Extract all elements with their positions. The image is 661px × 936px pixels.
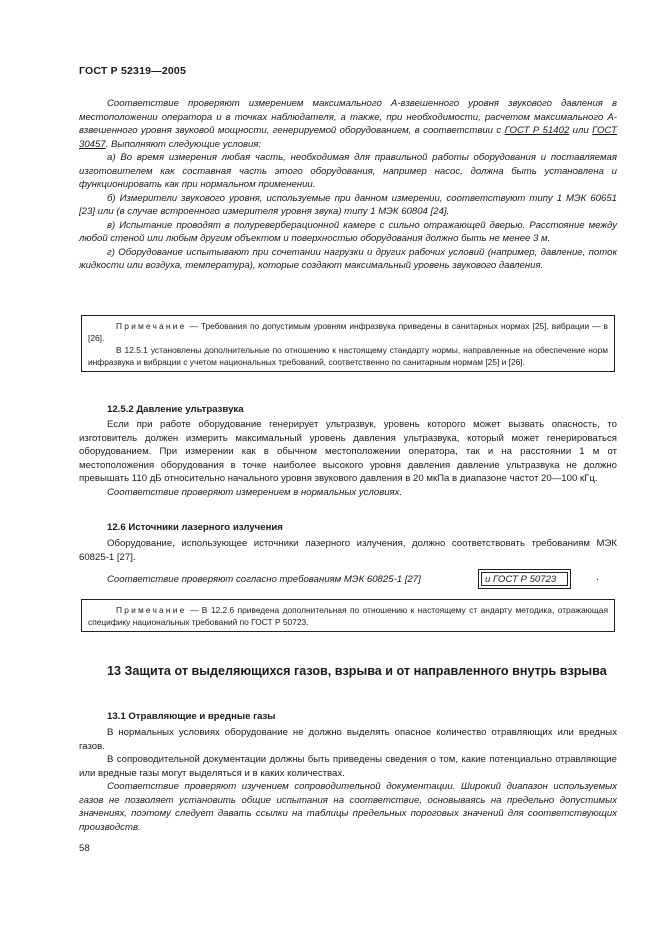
note1-line1 [88, 320, 608, 344]
note-box-2 [81, 599, 615, 632]
laser-check: Соответствие проверяют согласно требованиям МЭК 60825-1 [27] [107, 574, 421, 585]
ultrasound-paragraph: Если при работе оборудование генерирует ультразвук, уровень которого может вызвать опасность, то изготовитель должен измерить максимальный уровень давления ультразвука, который может генерироваться оборудованием. При измерении как в обычном местоположении оператора, так и на расстоянии 1 м от местоположения оборудования в точке наиболее высокого уровня давления давление ультразвука не должно превышать 110 дБ относительно начального уровня звукового давления в 20 мкПа в диапазоне частот 20—100 кГц. [79, 419, 617, 484]
condition-v: в) Испытание проводят в полуреверберационной камере с сильно отражающей дверью. Расстояние между любой стеной или любым другим объектом и поверхностью оборудования должно быть не менее 3 м. [79, 219, 617, 244]
note1-text: — Требования по допустимым уровням инфразвука приведены в санитарных нормах [25], вибрации — в [26]. [88, 321, 608, 343]
inserted-text: и ГОСТ Р 50723 [481, 572, 568, 586]
sentence-period: . [596, 572, 599, 583]
note2-text-line [88, 604, 608, 628]
note-box-1 [81, 315, 615, 372]
intro-text-or: или [569, 125, 593, 136]
laser-paragraph: Оборудование, использующее источники лазерного излучения, должно соответствовать требованиям МЭК 60825-1 [27]. [79, 538, 617, 563]
section-12-6-body [79, 537, 617, 564]
heading-13-1: 13.1 Отравляющие и вредные газы [107, 711, 276, 722]
inserted-text-frame [478, 569, 571, 589]
gases-paragraph-1: В нормальных условиях оборудование не должно выделять опасное количество отравляющих или вредных газов. [79, 727, 617, 752]
note1-line2: В 12.5.1 установлены дополнительные по отношению к настоящему стандарту нормы, направленные на обеспечение норм инфразвука и вибрации с учетом национальных требований, соответственно по санитарным нормам [25] и [26]. [88, 345, 608, 367]
heading-13: 13 Защита от выделяющихся газов, взрыва и от направленного внутрь взрыва [107, 664, 607, 678]
ultrasound-check: Соответствие проверяют измерением в нормальных условиях. [107, 486, 403, 498]
intro-text-a: Соответствие проверяют измерением максимального А-взвешенного уровня звукового давления в местоположении оператора и в точках наблюдателя, а также, при необходимости, расчетом максимального А-взвешенного уровня звуковой мощности, генерируемой оборудованием, в соответствии с [79, 98, 617, 136]
section-13-1-body [79, 726, 617, 834]
document-header: ГОСТ Р 52319—2005 [79, 65, 187, 77]
intro-paragraph [79, 97, 617, 151]
intro-block [79, 97, 617, 273]
condition-g: г) Оборудование испытывают при сочетании нагрузки и других рабочих условий (например, давление, поток жидкости или воздуха, температура), которые создают максимальный уровень звукового давления. [79, 246, 617, 271]
gases-paragraph-2: В сопроводительной документации должны быть приведены сведения о том, какие потенциально отравляющие или вредные газы могут выделяться и в каких количествах. [79, 754, 617, 779]
heading-12-5-2: 12.5.2 Давление ультразвука [107, 404, 244, 415]
note-label: Примечание [116, 605, 187, 615]
note2-text: — В 12.2.6 приведена дополнительная по отношению к настоящему ст андарту методика, отражающая специфику национальных требований по ГОСТ Р 50723. [88, 605, 608, 627]
note-label: Примечание [116, 321, 187, 331]
standard-link-gost-51402[interactable]: ГОСТ Р 51402 [504, 125, 570, 136]
condition-a: а) Во время измерения любая часть, необходимая для правильной работы оборудования и поставляемая изготовителем как составная часть этого оборудования, например насос, должна быть установлена и функционировать как при нормальном применении. [79, 152, 617, 190]
condition-b: б) Измерители звукового уровня, используемые при данном измерении, соответствуют типу 1 МЭК 60651 [23] или (в случае встроенного измерителя уровня звука) типу 1 МЭК 60804 [24]. [79, 192, 617, 217]
standard-link-gost-30457[interactable]: ГОСТ 30457 [79, 125, 617, 150]
heading-12-6: 12.6 Источники лазерного излучения [107, 522, 283, 533]
page-number: 58 [79, 843, 90, 854]
section-12-5-2-body [79, 418, 617, 499]
intro-text-b: . Выполняют следующие условия: [105, 138, 262, 150]
gases-check: Соответствие проверяют изучением сопроводительной документации. Широкий диапазон используемых газов не позволяет установить общие испытания на соответствие, основываясь на предельно допустимых значениях, поэтому следует давать ссылки на таблицы предельных пороговых значений для соответствующих производств. [79, 781, 617, 833]
